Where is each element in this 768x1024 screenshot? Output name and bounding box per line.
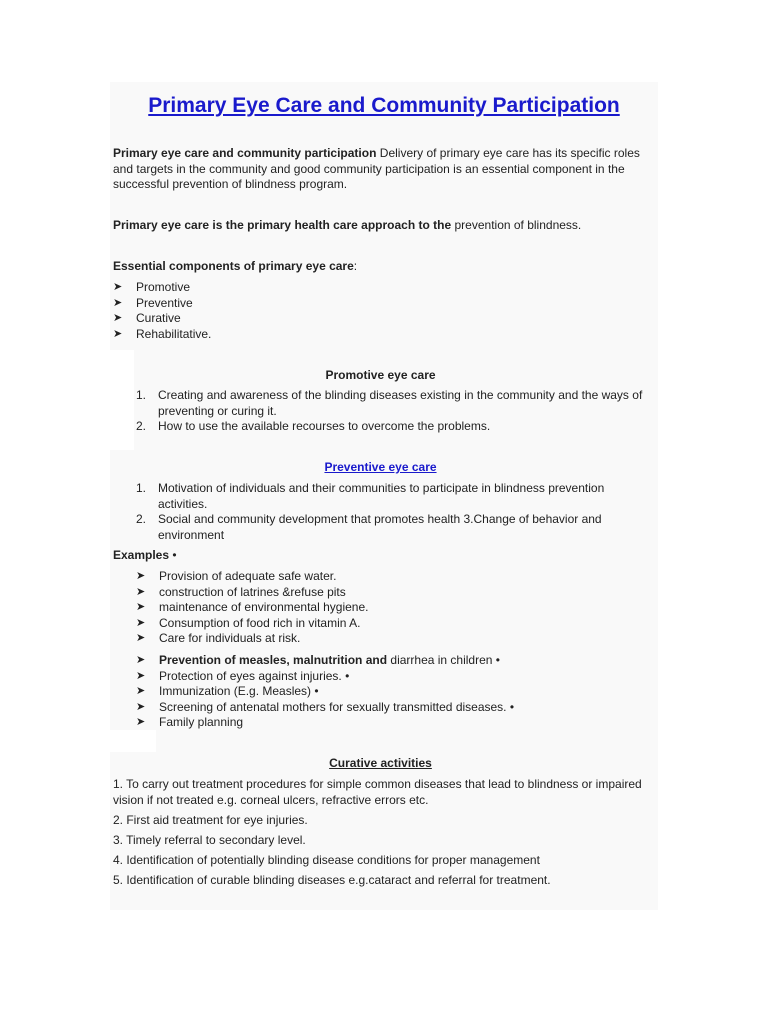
arrow-bullet-icon: ➤ <box>136 632 146 644</box>
preventive-list <box>136 481 650 543</box>
list-item: ➤ Rehabilitative. <box>113 326 212 341</box>
examples-heading-bullet: • <box>169 548 177 562</box>
list-item: ➤ construction of latrines &refuse pits <box>136 584 346 599</box>
list-item: ➤ Screening of antenatal mothers for sexually transmitted diseases. • <box>136 699 515 714</box>
arrow-bullet-icon: ➤ <box>136 616 146 629</box>
curative-heading <box>113 756 648 772</box>
arrow-bullet-icon: ➤ <box>136 685 146 697</box>
preventive-heading-link[interactable]: Preventive eye care <box>324 460 437 474</box>
examples-list-1 <box>136 569 368 647</box>
examples-list-2 <box>136 653 514 731</box>
list-item: ➤ Provision of adequate safe water. <box>136 569 337 583</box>
list-item: ➤ Care for individuals at risk. <box>136 631 301 645</box>
arrow-bullet-icon: ➤ <box>113 327 123 340</box>
list-item: 5. Identification of curable blinding diseases e.g.cataract and referral for treatment. <box>113 872 551 887</box>
list-item: 3. Timely referral to secondary level. <box>113 832 306 847</box>
arrow-bullet-icon: ➤ <box>136 669 146 682</box>
background-notch <box>110 350 134 450</box>
arrow-bullet-icon: ➤ <box>113 296 123 309</box>
page-title: Primary Eye Care and Community Participation <box>148 94 620 117</box>
intro-text: Delivery of primary eye care has its specific roles and targets in the community and good community participation is an essential component in the successful prevention of blindness program. <box>113 146 640 191</box>
list-item: ➤ Immunization (E.g. Measles) • <box>136 684 319 698</box>
approach-text: prevention of blindness. <box>454 218 582 232</box>
examples-heading-text: Examples <box>113 548 170 562</box>
list-item: 1. Motivation of individuals and their communities to participate in blindness prevention activities. <box>136 481 605 511</box>
arrow-bullet-icon: ➤ <box>136 716 146 728</box>
list-item: ➤ Curative <box>113 311 181 325</box>
list-item: ➤ Promotive <box>113 280 191 294</box>
list-item: 1. Creating and awareness of the blinding diseases existing in the community and the ways of preventing or curing it. <box>136 388 643 418</box>
list-item: 2. How to use the available recourses to overcome the problems. <box>136 419 491 433</box>
curative-list <box>113 777 653 893</box>
arrow-bullet-icon: ➤ <box>136 585 146 598</box>
examples-heading <box>113 548 648 564</box>
arrow-bullet-icon: ➤ <box>136 700 146 713</box>
list-item: ➤ Prevention of measles, malnutrition and diarrhea in children • <box>136 653 500 667</box>
promotive-heading: Promotive eye care <box>325 368 436 382</box>
list-item: 1. To carry out treatment procedures for simple common diseases that lead to blindness or impaired vision if not treated e.g. corneal ulcers, refractive errors etc. <box>113 777 642 807</box>
list-item: ➤ Family planning <box>136 715 244 729</box>
intro-lead: Primary eye care and community participation <box>113 146 377 160</box>
components-heading-colon: : <box>353 259 358 273</box>
components-list <box>113 280 211 342</box>
list-item: 2. Social and community development that promotes health 3.Change of behavior and environment <box>136 512 602 542</box>
approach-paragraph <box>113 218 648 234</box>
list-item: 2. First aid treatment for eye injuries. <box>113 812 308 827</box>
list-item: ➤ Preventive <box>113 295 193 310</box>
list-item: 4. Identification of potentially blinding disease conditions for proper management <box>113 852 540 867</box>
arrow-bullet-icon: ➤ <box>113 312 123 324</box>
arrow-bullet-icon: ➤ <box>136 570 146 582</box>
list-item: ➤ Consumption of food rich in vitamin A. <box>136 615 361 630</box>
arrow-bullet-icon: ➤ <box>136 654 146 666</box>
approach-lead: Primary eye care is the primary health care approach to the <box>113 218 452 232</box>
background-notch <box>110 730 156 752</box>
components-heading-text: Essential components of primary eye care <box>113 259 354 273</box>
intro-paragraph <box>113 146 648 193</box>
preventive-heading <box>113 460 648 476</box>
arrow-bullet-icon: ➤ <box>113 281 123 293</box>
curative-heading-text: Curative activities <box>329 756 432 770</box>
arrow-bullet-icon: ➤ <box>136 601 146 613</box>
list-item: ➤ Protection of eyes against injuries. • <box>136 668 350 683</box>
list-item: ➤ maintenance of environmental hygiene. <box>136 600 369 614</box>
promotive-list <box>136 388 646 435</box>
components-heading <box>113 259 648 275</box>
